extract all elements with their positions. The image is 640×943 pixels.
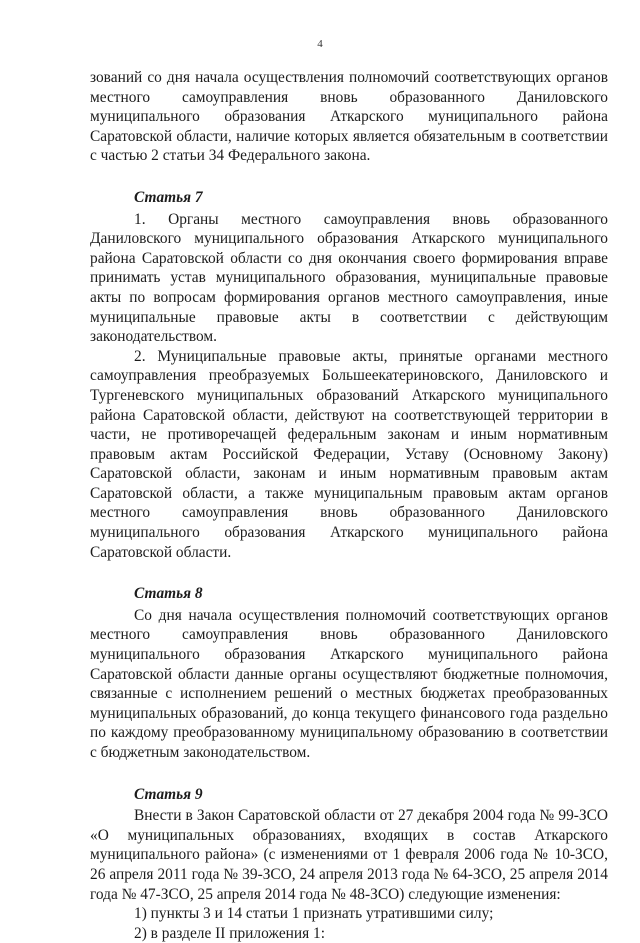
article-7-paragraph-1: 1. Органы местного самоуправления вновь образованного Даниловского муниципального образования Аткарского муниципального района Саратовской области со дня окончания своего формирования вправе принимать устав муниципального образования, муниципальные правовые акты по вопросам формирования органов местного самоуправления, иные муниципальные правовые акты в соответствии с действующим законодательством.	[90, 210, 608, 346]
article-7-title: Статья 7	[134, 188, 203, 206]
intro-paragraph: зований со дня начала осуществления полномочий соответствующих органов местного самоуправления вновь образованного Даниловского муниципального образования Аткарского муниципального района Саратовской области, наличие которых является обязательным в соответствии с частью 2 статьи 34 Федерального закона.	[90, 69, 608, 165]
article-9-title: Статья 9	[134, 785, 203, 803]
article-9	[90, 785, 608, 943]
article-8	[90, 584, 608, 762]
article-9-item-2: 2) в разделе II приложения 1:	[134, 924, 326, 942]
article-8-paragraph-1: Со дня начала осуществления полномочий соответствующих органов местного самоуправления вновь образованного Даниловского муниципального образования Аткарского муниципального района Саратовской области данные органы осуществляют бюджетные полномочия, связанные с исполнением решений о местных бюджетах преобразованных муниципальных образований, до конца текущего финансового года раздельно по каждому преобразованному муниципальному образованию в соответствии с бюджетным законодательством.	[90, 606, 608, 761]
page-number: 4	[317, 38, 323, 50]
article-9-paragraph-1: Внести в Закон Саратовской области от 27 декабря 2004 года № 99-ЗСО «О муниципальных образованиях, входящих в состав Аткарского муниципального района» (с изменениями от 1 февраля 2006 года № 10-ЗСО, 26 апреля 2011 года № 39-ЗСО, 24 апреля 2013 года № 64-ЗСО, 25 апреля 2014 года № 47-ЗСО, 25 апреля 2014 года № 48-ЗСО) следующие изменения:	[90, 807, 608, 903]
article-7-paragraph-2: 2. Муниципальные правовые акты, принятые органами местного самоуправления преобразуемых Большеекатериновского, Даниловского и Тургеневского муниципальных образований Аткарского муниципального района Саратовской области, действуют на соответствующей территории в части, не противоречащей федеральным законам и иным нормативным правовым актам Российской Федерации, Уставу (Основному Закону) Саратовской области, законам и иным нормативным правовым актам Саратовской области, а также муниципальным правовым актам органов местного самоуправления вновь образованного Даниловского муниципального образования Аткарского муниципального района Саратовской области.	[90, 347, 608, 561]
article-8-title: Статья 8	[134, 585, 203, 603]
document-body	[90, 68, 608, 943]
article-9-item-1: 1) пункты 3 и 14 статьи 1 признать утратившими силу;	[134, 905, 494, 923]
article-7	[90, 188, 608, 562]
